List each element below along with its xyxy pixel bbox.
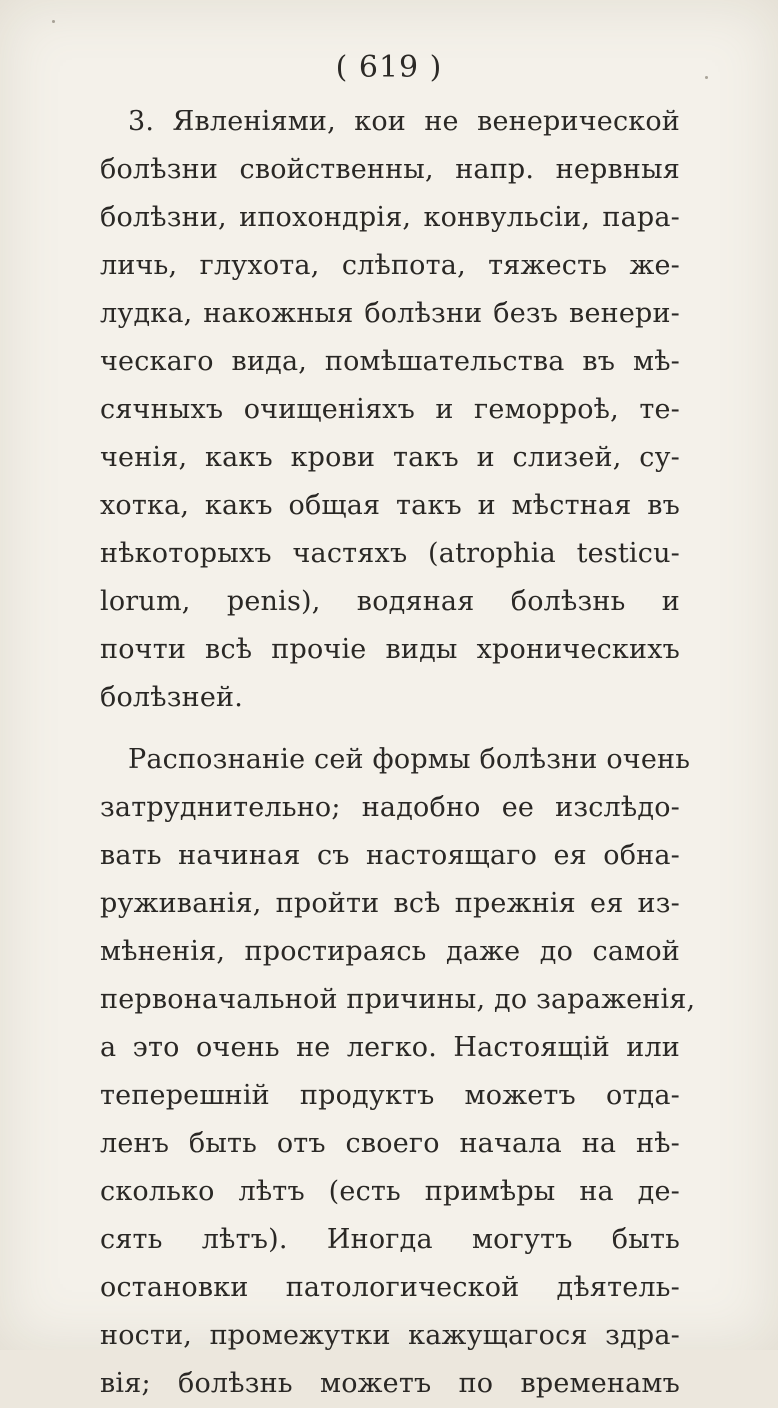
body-text (100, 98, 696, 1408)
text-line: почти всѣ прочіе виды хроническихъ (100, 634, 680, 665)
text-line: затруднительно; надобно ее изслѣдо- (100, 792, 680, 823)
text-line: первоначальной причины, до зараженія, (100, 984, 696, 1015)
text-line: руживанія, пройти всѣ прежнія ея из- (100, 888, 680, 919)
paragraph-2 (100, 736, 696, 1408)
text-line: мѣненія, простираясь даже до самой (100, 936, 680, 967)
text-line: ченія, какъ крови такъ и слизей, су- (100, 442, 680, 473)
text-line: сколько лѣтъ (есть примѣры на де- (100, 1176, 680, 1207)
text-line: болѣзней. (100, 682, 244, 713)
paper-speck (228, 1338, 231, 1341)
text-line: ческаго вида, помѣшательства въ мѣ- (100, 346, 680, 377)
text-line: а это очень не легко. Настоящій или (100, 1032, 680, 1063)
text-line: ности, промежутки кажущагося здра- (100, 1320, 680, 1351)
paper-speck (705, 76, 708, 79)
paragraph-1 (100, 98, 680, 722)
text-line: lorum, penis), водяная болѣзнь и (100, 586, 680, 617)
text-line: сячныхъ очищеніяхъ и геморроѣ, те- (100, 394, 680, 425)
paragraph-spacer (100, 722, 680, 736)
text-line: лудка, накожныя болѣзни безъ венери- (100, 298, 680, 329)
page-number: ( 619 ) (335, 50, 443, 85)
text-line: теперешній продуктъ можетъ отда- (100, 1080, 680, 1111)
text-line: вія; болѣзнь можетъ по временамъ (100, 1368, 680, 1399)
paper-speck (52, 20, 55, 23)
text-line: сять лѣтъ). Иногда могутъ быть (100, 1224, 680, 1255)
text-line: болѣзни, ипохондрія, конвульсіи, пара- (100, 202, 680, 233)
text-line: личь, глухота, слѣпота, тяжесть же- (100, 250, 680, 281)
text-line: нѣкоторыхъ частяхъ (atrophia testicu- (100, 538, 680, 569)
text-line: хотка, какъ общая такъ и мѣстная въ (100, 490, 680, 521)
text-line: остановки патологической дѣятель- (100, 1272, 680, 1303)
text-line: Распознаніе сей формы болѣзни очень (128, 744, 691, 775)
text-line: 3. Явленіями, кои не венерической (128, 106, 680, 137)
text-line: ленъ быть отъ своего начала на нѣ- (100, 1128, 680, 1159)
text-line: вать начиная съ настоящаго ея обна- (100, 840, 680, 871)
text-line: болѣзни свойственны, напр. нервныя (100, 154, 680, 185)
